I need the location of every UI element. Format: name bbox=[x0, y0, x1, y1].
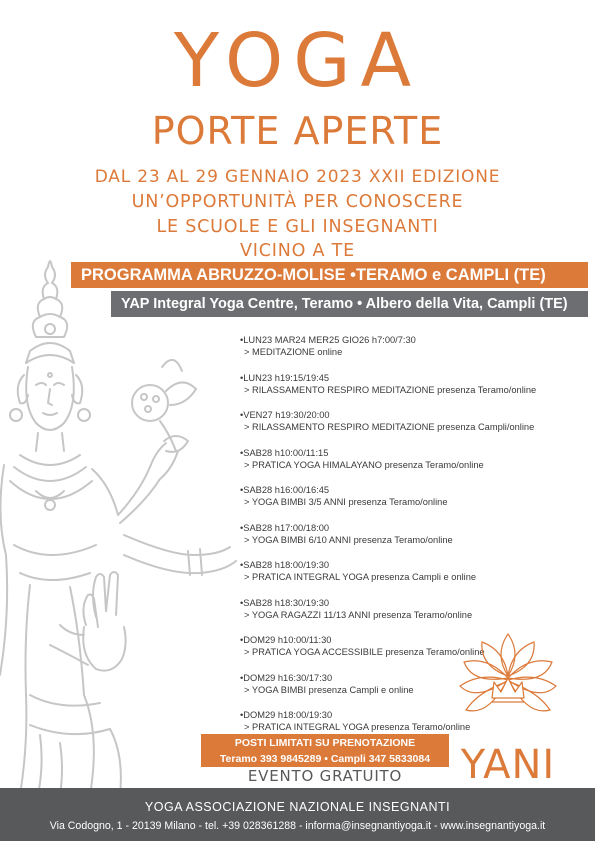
booking-phones: Teramo 393 9845289 • Campli 347 5833084 bbox=[219, 753, 431, 765]
schedule-time: •DOM29 h16:30/17:30 bbox=[240, 672, 333, 683]
schedule-activity: > PRATICA YOGA ACCESSIBILE presenza Teramo/online bbox=[244, 647, 485, 657]
schedule-item bbox=[240, 409, 580, 447]
main-title: YOGA bbox=[173, 18, 422, 104]
tagline-3: VICINO A TE bbox=[239, 241, 356, 261]
schedule-activity: > YOGA BIMBI 3/5 ANNI presenza Teramo/online bbox=[244, 497, 448, 507]
schedule-item bbox=[240, 447, 580, 485]
schedule-time: •DOM29 h10:00/11:30 bbox=[240, 635, 332, 645]
schedule-activity: > RILASSAMENTO RESPIRO MEDITAZIONE presenza Teramo/online bbox=[244, 384, 537, 395]
event-subtitle: PORTE APERTE bbox=[151, 109, 444, 153]
date-line: DAL 23 AL 29 GENNAIO 2023 XXII EDIZIONE bbox=[94, 167, 501, 187]
schedule-time: •SAB28 h10:00/11:15 bbox=[240, 447, 329, 458]
tagline-2: LE SCUOLE E GLI INSEGNANTI bbox=[156, 217, 439, 237]
schedule-activity: > PRATICA INTEGRAL YOGA presenza Teramo/online bbox=[244, 722, 471, 732]
booking-box bbox=[201, 734, 449, 767]
booking-notice: POSTI LIMITATI SU PRENOTAZIONE bbox=[234, 737, 416, 749]
deity-illustration bbox=[0, 255, 240, 795]
schedule-time: •SAB28 h16:00/16:45 bbox=[240, 485, 330, 495]
schedule-item bbox=[240, 484, 580, 522]
schedule-time: •LUN23 h19:15/19:45 bbox=[240, 372, 330, 383]
venues-bar: YAP Integral Yoga Centre, Teramo • Albero della Vita, Campli (TE) bbox=[111, 291, 588, 317]
schedule-activity: > YOGA BIMBI presenza Campli e online bbox=[244, 684, 414, 695]
program-bar: PROGRAMMA ABRUZZO-MOLISE •TERAMO e CAMPLI (TE) bbox=[71, 262, 588, 288]
schedule-item bbox=[240, 372, 580, 410]
schedule-time: •DOM29 h18:00/19:30 bbox=[240, 710, 333, 720]
schedule-item bbox=[240, 334, 580, 372]
schedule-activity: > YOGA BIMBI 6/10 ANNI presenza Teramo/online bbox=[244, 534, 453, 545]
footer bbox=[0, 788, 595, 841]
tagline-1: UN’OPPORTUNITÀ PER CONOSCERE bbox=[131, 192, 464, 212]
schedule-activity: > RILASSAMENTO RESPIRO MEDITAZIONE presenza Campli/online bbox=[244, 422, 535, 432]
schedule-time: •SAB28 h18:30/19:30 bbox=[240, 597, 330, 608]
schedule-activity: > PRATICA YOGA HIMALAYANO presenza Teramo/online bbox=[244, 459, 484, 470]
schedule-time: •SAB28 h17:00/18:00 bbox=[240, 522, 330, 533]
yani-logo bbox=[448, 620, 568, 785]
schedule-time: •LUN23 MAR24 MER25 GIO26 h7:00/7:30 bbox=[240, 335, 416, 345]
schedule-activity: > YOGA RAGAZZI 11/13 ANNI presenza Teramo/online bbox=[244, 609, 473, 620]
schedule-time: •SAB28 h18:00/19:30 bbox=[240, 560, 330, 570]
yani-wordmark: YANI bbox=[460, 742, 556, 785]
footer-contact: Via Codogno, 1 - 20139 Milano - tel. +39 028361288 - informa@insegnantiyoga.it - www.insegnantiyoga.it bbox=[49, 820, 546, 832]
schedule-activity: > MEDITAZIONE online bbox=[244, 347, 343, 357]
free-event-label: EVENTO GRATUITO bbox=[247, 767, 403, 785]
schedule-item bbox=[240, 559, 580, 597]
footer-organization: YOGA ASSOCIAZIONE NAZIONALE INSEGNANTI bbox=[144, 800, 451, 814]
schedule-time: •VEN27 h19:30/20:00 bbox=[240, 410, 330, 420]
schedule-item bbox=[240, 522, 580, 560]
schedule-activity: > PRATICA INTEGRAL YOGA presenza Campli e online bbox=[244, 572, 477, 582]
